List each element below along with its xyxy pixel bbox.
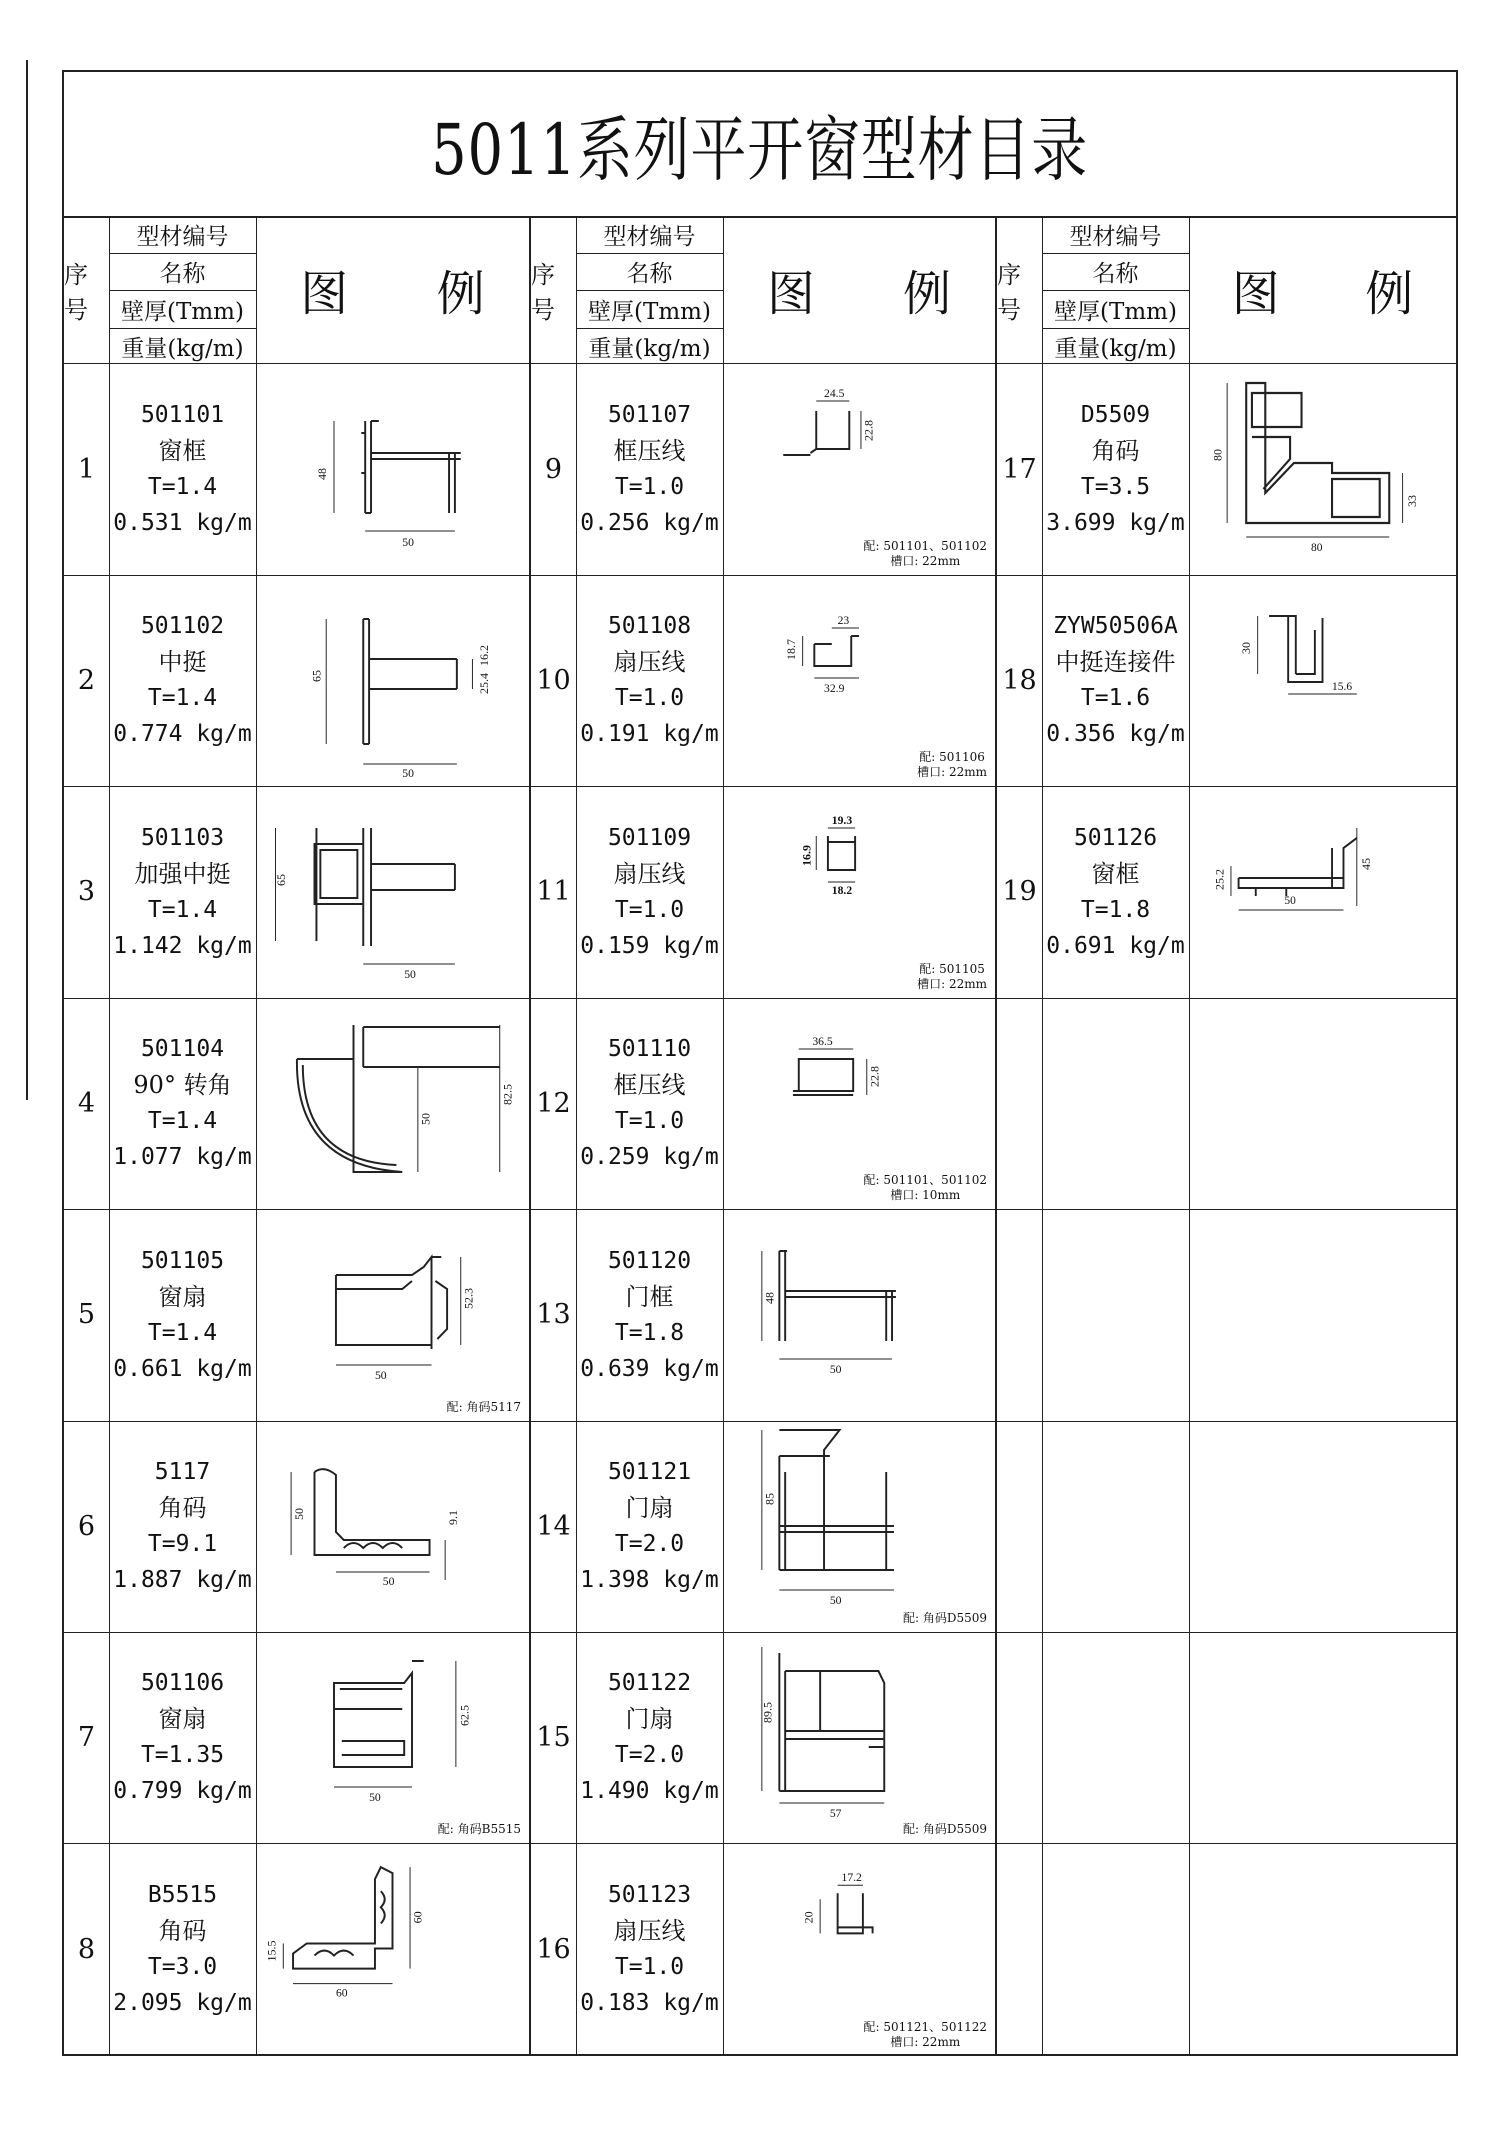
column-group-3 <box>996 216 1456 2054</box>
svg-text:19.3: 19.3 <box>831 812 853 827</box>
svg-text:80: 80 <box>1311 540 1323 555</box>
profile-name: 角码 <box>158 1494 207 1522</box>
svg-text:50: 50 <box>418 1113 433 1126</box>
note-line-1: 配: 501106 <box>919 750 985 765</box>
profile-weight: 1.887 kg/m <box>113 1567 252 1593</box>
svg-text:25.2: 25.2 <box>1213 868 1227 890</box>
profile-drawing <box>256 997 529 1209</box>
profile-figure <box>1189 997 1456 1209</box>
row-number: 17 <box>997 363 1043 575</box>
profile-note <box>864 1173 987 1203</box>
profile-weight: 0.256 kg/m <box>580 510 719 536</box>
profile-info <box>1042 1631 1190 1843</box>
profile-info <box>1042 997 1190 1209</box>
header-weight: 重量(kg/m) <box>121 336 244 363</box>
svg-text:50: 50 <box>369 1790 381 1805</box>
header-fields <box>576 216 724 363</box>
profile-figure <box>256 1420 529 1632</box>
profile-weight: 2.095 kg/m <box>113 1990 252 2017</box>
profile-note <box>903 1611 987 1626</box>
svg-text:33: 33 <box>1406 495 1419 507</box>
profile-code: 501102 <box>140 613 225 640</box>
row-number <box>997 1209 1043 1421</box>
profile-row <box>997 1843 1456 2056</box>
profile-figure <box>723 786 995 998</box>
profile-row <box>997 997 1456 1210</box>
profile-code: 501104 <box>140 1036 225 1063</box>
profile-weight: 0.183 kg/m <box>580 1990 719 2017</box>
profile-weight: 1.398 kg/m <box>580 1567 719 1593</box>
profile-code: 501109 <box>607 824 692 851</box>
note-line-2: 槽口: 22mm <box>917 976 987 991</box>
header-code: 型材编号 <box>1042 216 1189 254</box>
profile-thickness: T=1.4 <box>147 685 218 712</box>
profile-info <box>1042 1420 1190 1632</box>
profile-row <box>64 1209 529 1422</box>
svg-text:17.2: 17.2 <box>841 1869 862 1885</box>
note-line-1: 配: 角码D5509 <box>902 1822 987 1837</box>
profile-weight: 0.356 kg/m <box>1046 721 1185 748</box>
note-line-2: 槽口: 22mm <box>890 554 961 568</box>
svg-text:52.3: 52.3 <box>461 1287 476 1309</box>
profile-row <box>531 997 995 1210</box>
profile-code: 501122 <box>607 1670 692 1697</box>
svg-text:15.5: 15.5 <box>264 1940 279 1962</box>
profile-drawing <box>256 1631 529 1843</box>
note-line-1: 配: 501101、501102 <box>863 539 987 553</box>
svg-text:82.5: 82.5 <box>500 1084 515 1106</box>
profile-weight: 0.531 kg/m <box>113 510 252 536</box>
row-number: 14 <box>531 1420 577 1632</box>
header-code: 型材编号 <box>109 216 256 254</box>
profile-weight: 1.142 kg/m <box>113 932 252 959</box>
profile-name: 门框 <box>625 1282 674 1311</box>
profile-row <box>531 1631 995 1844</box>
profile-code: 501120 <box>607 1247 692 1274</box>
profile-figure <box>723 997 995 1209</box>
profile-name: 扇压线 <box>613 1917 686 1946</box>
header-name: 名称 <box>576 254 723 292</box>
profile-note <box>903 1822 987 1837</box>
row-number: 10 <box>531 574 577 786</box>
note-line-1: 配: 501121、501122 <box>863 2019 987 2034</box>
profile-thickness: T=1.35 <box>140 1742 225 1769</box>
profile-row <box>997 1420 1456 1633</box>
profile-info <box>109 574 257 786</box>
row-number: 5 <box>64 1209 110 1421</box>
profile-code: 501101 <box>140 402 225 428</box>
profile-weight: 0.259 kg/m <box>580 1144 719 1171</box>
profile-name: 窗扇 <box>158 1705 207 1734</box>
profile-name: 框压线 <box>613 437 686 465</box>
profile-weight: 1.490 kg/m <box>580 1778 719 1805</box>
profile-code: 501110 <box>607 1036 692 1063</box>
row-number: 19 <box>997 786 1043 998</box>
legend-left: 图 <box>1231 266 1280 322</box>
profile-code: 501103 <box>140 824 225 851</box>
svg-text:50: 50 <box>402 766 414 781</box>
legend-right: 例 <box>902 266 951 322</box>
profile-row <box>64 574 529 787</box>
profile-drawing <box>723 1420 995 1632</box>
svg-text:60: 60 <box>335 1985 348 2000</box>
title-bar <box>64 72 1456 218</box>
profile-info <box>109 1209 257 1421</box>
profile-info <box>1042 1209 1190 1421</box>
profile-info <box>576 997 724 1209</box>
profile-weight: 0.639 kg/m <box>580 1355 719 1382</box>
profile-thickness: T=1.4 <box>147 1319 218 1346</box>
profile-thickness: T=1.0 <box>614 1108 685 1135</box>
profile-thickness: T=1.0 <box>614 685 685 712</box>
profile-weight: 0.159 kg/m <box>580 932 719 959</box>
svg-text:65: 65 <box>309 670 324 683</box>
note-line-1: 配: 501101、501102 <box>863 1173 987 1188</box>
header-weight: 重量(kg/m) <box>1054 336 1177 363</box>
profile-row <box>531 363 995 576</box>
header-thickness: 壁厚(Tmm) <box>109 291 256 329</box>
svg-text:50: 50 <box>1284 893 1296 907</box>
note-line-1: 配: 501105 <box>919 961 985 976</box>
profile-figure <box>256 786 529 998</box>
profile-thickness: T=9.1 <box>147 1531 218 1557</box>
profile-thickness: T=2.0 <box>614 1742 685 1769</box>
profile-figure <box>1189 1209 1456 1421</box>
profile-info <box>1042 574 1190 786</box>
svg-text:30: 30 <box>1240 642 1253 655</box>
row-number <box>997 1631 1043 1843</box>
profile-thickness: T=1.0 <box>614 1954 685 1981</box>
profile-info <box>576 1843 724 2056</box>
row-number <box>997 997 1043 1209</box>
svg-text:50: 50 <box>382 1573 395 1589</box>
profile-code: ZYW50506A <box>1053 613 1178 640</box>
row-number: 11 <box>531 786 577 998</box>
profile-name: 窗扇 <box>158 1282 207 1311</box>
header-legend <box>1189 216 1456 363</box>
profile-row <box>997 1209 1456 1422</box>
profile-info <box>576 363 724 575</box>
note-line-1: 配: 角码5117 <box>446 1399 521 1414</box>
header-legend <box>723 216 995 363</box>
profile-info <box>109 1420 257 1632</box>
profile-info <box>109 786 257 998</box>
profile-note <box>864 539 987 569</box>
profile-thickness: T=1.0 <box>614 474 685 500</box>
profile-info <box>576 1420 724 1632</box>
column-group-2 <box>530 216 996 2054</box>
profile-drawing <box>256 1843 529 2056</box>
profile-code: 501106 <box>140 1670 225 1697</box>
profile-thickness: T=1.4 <box>147 1108 218 1135</box>
profile-name: 扇压线 <box>613 859 686 888</box>
profile-figure <box>256 574 529 786</box>
row-number: 16 <box>531 1843 577 2056</box>
profile-name: 中挺连接件 <box>1055 648 1176 677</box>
profile-code: 501121 <box>607 1459 692 1485</box>
profile-weight: 3.699 kg/m <box>1046 510 1185 536</box>
svg-text:22.8: 22.8 <box>861 420 876 441</box>
profile-thickness: T=1.4 <box>147 474 218 500</box>
svg-text:16.9: 16.9 <box>799 844 814 866</box>
profile-figure <box>256 363 529 575</box>
profile-figure <box>1189 1843 1456 2056</box>
svg-text:57: 57 <box>829 1806 842 1821</box>
profile-code: 501108 <box>607 613 692 640</box>
profile-info <box>576 786 724 998</box>
svg-text:9.1: 9.1 <box>445 1510 460 1525</box>
header-row <box>531 216 995 364</box>
profile-name: 角码 <box>158 1917 207 1946</box>
note-line-2: 槽口: 22mm <box>917 765 987 780</box>
page-title: 5011系列平开窗型材目录 <box>431 108 1089 191</box>
profile-name: 90° 转角 <box>133 1071 232 1100</box>
svg-text:85: 85 <box>762 1493 777 1505</box>
profile-figure <box>1189 786 1456 998</box>
profile-info <box>109 363 257 575</box>
profile-info <box>1042 786 1190 998</box>
profile-thickness: T=2.0 <box>614 1531 685 1557</box>
svg-text:50: 50 <box>291 1508 306 1520</box>
note-line-2: 槽口: 10mm <box>890 1188 961 1203</box>
profile-name: 门扇 <box>625 1494 674 1522</box>
profile-name: 角码 <box>1091 437 1140 465</box>
profile-row <box>64 786 529 999</box>
profile-code: 5117 <box>154 1459 211 1485</box>
row-number: 8 <box>64 1843 110 2056</box>
svg-text:18.7: 18.7 <box>784 639 798 661</box>
header-row <box>997 216 1456 364</box>
profile-info <box>1042 363 1190 575</box>
row-number: 3 <box>64 786 110 998</box>
profile-figure <box>723 1843 995 2056</box>
profile-drawing <box>256 363 529 575</box>
profile-row <box>997 363 1456 576</box>
profile-code: D5509 <box>1080 402 1151 428</box>
profile-note <box>438 1822 521 1837</box>
profile-info <box>576 1631 724 1843</box>
header-fields <box>1042 216 1190 363</box>
profile-drawing <box>723 1631 995 1843</box>
svg-text:50: 50 <box>829 1592 842 1608</box>
svg-text:50: 50 <box>402 534 414 550</box>
profile-drawing <box>1189 574 1456 786</box>
profile-weight: 0.799 kg/m <box>113 1778 252 1805</box>
svg-text:65: 65 <box>274 873 289 886</box>
svg-text:80: 80 <box>1211 449 1225 461</box>
row-number: 1 <box>64 363 110 575</box>
svg-text:24.5: 24.5 <box>824 385 845 401</box>
row-number: 2 <box>64 574 110 786</box>
svg-text:16.2: 16.2 <box>477 645 492 667</box>
catalog-sheet <box>62 70 1458 2056</box>
profile-drawing <box>1189 786 1456 998</box>
profile-figure <box>256 997 529 1209</box>
profile-name: 窗框 <box>158 437 207 465</box>
profile-drawing <box>723 1209 995 1421</box>
header-name: 名称 <box>109 254 256 292</box>
svg-text:25.4: 25.4 <box>477 673 492 695</box>
profile-figure <box>256 1209 529 1421</box>
profile-row <box>64 997 529 1210</box>
profile-figure <box>723 363 995 575</box>
svg-text:62.5: 62.5 <box>457 1705 472 1727</box>
header-name: 名称 <box>1042 254 1189 292</box>
profile-thickness: T=1.8 <box>614 1319 685 1346</box>
profile-note <box>917 962 987 992</box>
profile-info <box>109 1631 257 1843</box>
profile-note <box>864 2020 987 2050</box>
binding-edge-line <box>26 60 28 1100</box>
profile-row <box>64 363 529 576</box>
profile-figure <box>1189 1420 1456 1632</box>
profile-note <box>917 750 987 780</box>
row-number: 6 <box>64 1420 110 1632</box>
profile-figure <box>256 1843 529 2056</box>
legend-left: 图 <box>300 266 349 322</box>
profile-note <box>447 1400 521 1415</box>
profile-code: 501107 <box>607 402 692 428</box>
profile-name: 窗框 <box>1091 859 1140 888</box>
profile-code: 501105 <box>140 1247 225 1274</box>
profile-row <box>531 1420 995 1633</box>
header-weight: 重量(kg/m) <box>588 336 711 363</box>
profile-thickness: T=1.6 <box>1080 685 1151 712</box>
profile-weight: 0.691 kg/m <box>1046 932 1185 959</box>
profile-figure <box>1189 363 1456 575</box>
profile-drawing <box>256 574 529 786</box>
legend-right: 例 <box>1365 266 1414 322</box>
profile-info <box>576 1209 724 1421</box>
profile-row <box>531 786 995 999</box>
profile-info <box>109 997 257 1209</box>
svg-text:20: 20 <box>801 1911 816 1924</box>
svg-text:50: 50 <box>829 1361 842 1376</box>
profile-row <box>997 574 1456 787</box>
row-number: 15 <box>531 1631 577 1843</box>
svg-text:18.2: 18.2 <box>831 882 853 897</box>
profile-name: 扇压线 <box>613 648 686 677</box>
profile-drawing <box>256 1420 529 1632</box>
note-line-1: 配: 角码D5509 <box>902 1611 987 1625</box>
profile-name: 中挺 <box>158 648 207 677</box>
row-number: 4 <box>64 997 110 1209</box>
profile-code: 501126 <box>1073 824 1158 851</box>
profile-row <box>997 1631 1456 1844</box>
profile-drawing <box>256 786 529 998</box>
profile-row <box>531 1209 995 1422</box>
header-code: 型材编号 <box>576 216 723 254</box>
row-number: 9 <box>531 363 577 575</box>
profile-info <box>109 1843 257 2056</box>
profile-drawing <box>1189 363 1456 575</box>
header-row <box>64 216 529 364</box>
header-seq: 序号 <box>64 216 110 363</box>
svg-text:15.6: 15.6 <box>1332 680 1353 694</box>
svg-text:60: 60 <box>410 1911 425 1924</box>
row-number: 13 <box>531 1209 577 1421</box>
profile-thickness: T=1.4 <box>147 896 218 923</box>
profile-drawing <box>256 1209 529 1421</box>
profile-weight: 0.191 kg/m <box>580 721 719 748</box>
header-fields <box>109 216 257 363</box>
note-line-1: 配: 角码B5515 <box>437 1822 521 1837</box>
header-seq: 序号 <box>997 216 1043 363</box>
profile-weight: 1.077 kg/m <box>113 1144 252 1171</box>
profile-info <box>1042 1843 1190 2056</box>
svg-text:89.5: 89.5 <box>760 1702 775 1724</box>
profile-thickness: T=3.5 <box>1080 474 1151 500</box>
profile-thickness: T=1.8 <box>1080 896 1151 923</box>
profile-thickness: T=3.0 <box>147 1954 218 1981</box>
profile-row <box>531 1843 995 2056</box>
svg-text:48: 48 <box>762 1291 777 1304</box>
column-group-1 <box>64 216 530 2054</box>
profile-figure <box>723 574 995 786</box>
header-thickness: 壁厚(Tmm) <box>576 291 723 329</box>
svg-text:50: 50 <box>404 966 416 981</box>
profile-name: 加强中挺 <box>134 859 231 888</box>
svg-text:23: 23 <box>837 613 850 628</box>
svg-text:48: 48 <box>315 468 330 480</box>
profile-name: 门扇 <box>625 1705 674 1734</box>
row-number: 12 <box>531 997 577 1209</box>
profile-code: B5515 <box>147 1882 218 1909</box>
svg-text:36.5: 36.5 <box>812 1034 833 1049</box>
row-number: 7 <box>64 1631 110 1843</box>
header-legend <box>256 216 529 363</box>
profile-row <box>64 1631 529 1844</box>
profile-figure <box>1189 1631 1456 1843</box>
profile-figure <box>723 1209 995 1421</box>
profile-name: 框压线 <box>613 1071 686 1100</box>
svg-text:32.9: 32.9 <box>824 681 845 696</box>
profile-figure <box>723 1631 995 1843</box>
profile-row <box>64 1420 529 1633</box>
legend-right: 例 <box>436 266 485 322</box>
profile-thickness: T=1.0 <box>614 896 685 923</box>
profile-figure <box>723 1420 995 1632</box>
row-number: 18 <box>997 574 1043 786</box>
profile-row <box>997 786 1456 999</box>
profile-weight: 0.661 kg/m <box>113 1355 252 1382</box>
legend-left: 图 <box>766 266 815 322</box>
profile-info <box>576 574 724 786</box>
svg-text:22.8: 22.8 <box>867 1066 882 1088</box>
header-thickness: 壁厚(Tmm) <box>1042 291 1189 329</box>
row-number <box>997 1843 1043 2056</box>
svg-text:50: 50 <box>374 1367 387 1382</box>
profile-row <box>64 1843 529 2056</box>
profile-figure <box>1189 574 1456 786</box>
profile-weight: 0.774 kg/m <box>113 721 252 748</box>
note-line-2: 槽口: 22mm <box>890 2034 961 2049</box>
profile-code: 501123 <box>607 1882 692 1909</box>
profile-row <box>531 574 995 787</box>
header-seq: 序号 <box>531 216 577 363</box>
row-number <box>997 1420 1043 1632</box>
profile-figure <box>256 1631 529 1843</box>
svg-text:45: 45 <box>1360 857 1374 870</box>
